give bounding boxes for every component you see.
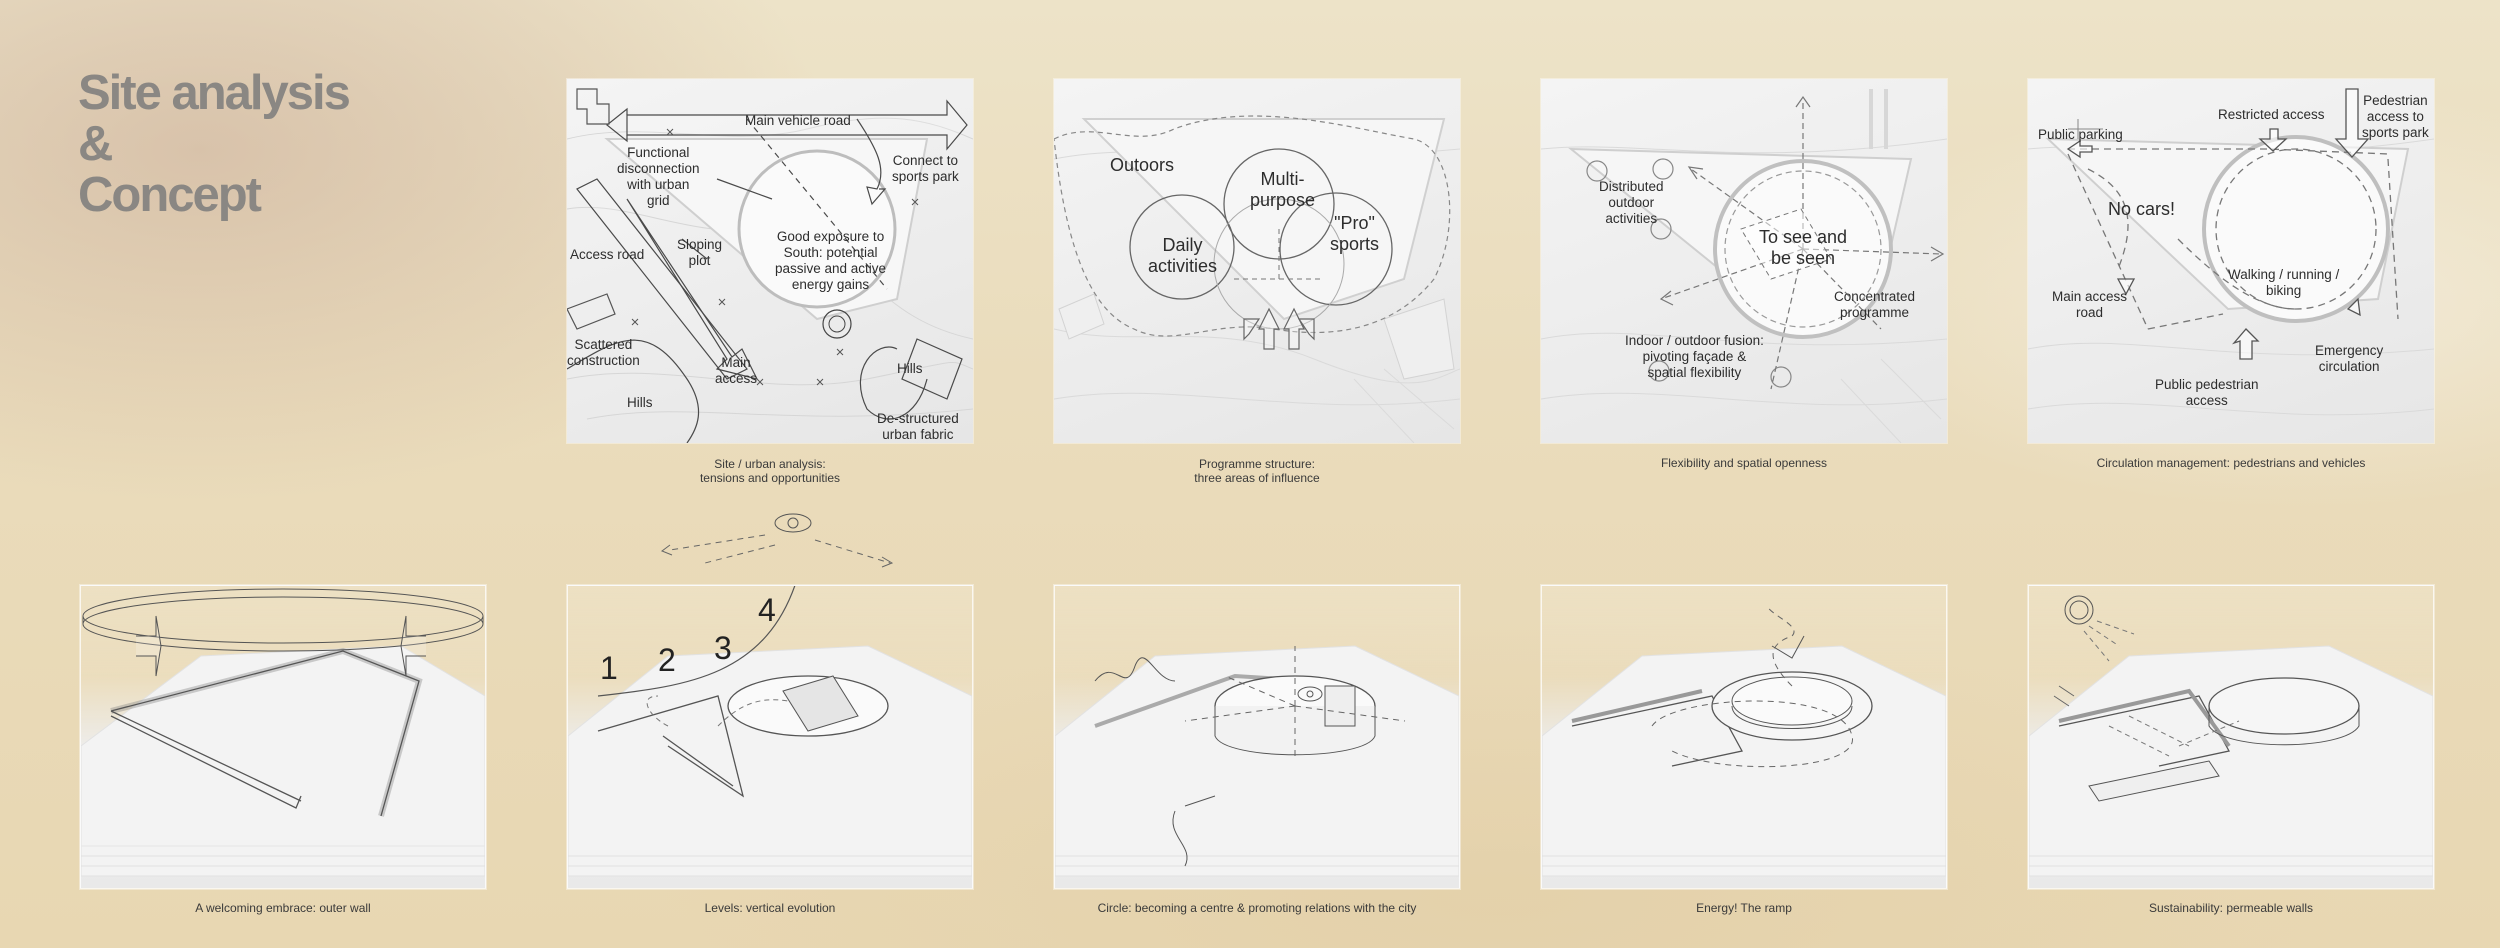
label-outoors: Outoors [1110, 155, 1175, 175]
label-public-parking: Public parking [2038, 127, 2123, 142]
axo-outer-wall-panel [80, 585, 486, 889]
flexibility-diagram [1541, 79, 1947, 443]
caption-circle: Circle: becoming a centre & promoting relations with the city [1097, 901, 1417, 915]
caption-levels: Levels: vertical evolution [704, 901, 836, 915]
level-number-4: 4 [758, 592, 776, 628]
caption-circulation: Circulation management: pedestrians and vehicles [2096, 456, 2366, 470]
eye-viewpoint-sketch [650, 505, 900, 585]
label-scattered-construction: Scattered construction [567, 337, 640, 368]
axo-ramp-panel [1541, 585, 1947, 889]
label-functional-disconnection: Functional disconnection with urban grid [617, 145, 700, 208]
caption-programme-structure: Programme structure: three areas of influence [1194, 457, 1320, 485]
label-emergency-circulation: Emergency circulation [2315, 343, 2384, 374]
label-main-access: Main access [715, 355, 758, 386]
title-line-3: Concept [78, 168, 260, 222]
label-no-cars: No cars! [2108, 199, 2176, 219]
axo-circle-panel [1054, 585, 1460, 889]
label-multi-purpose: Multi- purpose [1250, 169, 1316, 210]
caption-permeable-walls: Sustainability: permeable walls [2148, 901, 2314, 915]
axo-circle-diagram [1055, 586, 1459, 888]
label-good-exposure: Good exposure to South: potential passive and active energy gains [775, 229, 887, 292]
label-sloping-plot: Sloping plot [677, 237, 723, 268]
programme-structure-diagram [1054, 79, 1460, 443]
label-see-and-be-seen: To see and be seen [1759, 227, 1848, 268]
title-line-2: & [78, 117, 112, 171]
axo-levels-panel [567, 585, 973, 889]
label-pedestrian-access-sports: Pedestrian access to sports park [2362, 93, 2429, 140]
axo-permeable-walls-panel [2028, 585, 2434, 889]
label-daily-activities: Daily activities [1148, 235, 1218, 276]
label-main-access-road: Main access road [2052, 289, 2128, 320]
level-number-2: 2 [658, 642, 676, 678]
caption-ramp: Energy! The ramp [1696, 901, 1792, 915]
circulation-panel [2028, 79, 2434, 443]
caption-outer-wall: A welcoming embrace: outer wall [195, 901, 371, 915]
label-indoor-outdoor-fusion: Indoor / outdoor fusion: pivoting façade & spatial flexibility [1625, 333, 1764, 380]
label-main-vehicle-road: Main vehicle road [745, 113, 851, 128]
label-access-road: Access road [570, 247, 645, 262]
level-number-1: 1 [600, 650, 618, 686]
level-number-3: 3 [714, 630, 732, 666]
caption-flexibility: Flexibility and spatial openness [1660, 456, 1828, 470]
page-title [78, 68, 498, 221]
label-restricted-access: Restricted access [2218, 107, 2325, 122]
label-destructured-fabric: De-structured urban fabric [877, 411, 959, 442]
label-walking-running-biking: Walking / running / biking [2228, 267, 2340, 298]
label-hills-left: Hills [627, 395, 653, 410]
flexibility-panel [1541, 79, 1947, 443]
title-line-1: Site analysis [78, 66, 349, 120]
label-hills-right: Hills [897, 361, 923, 376]
axo-outer-wall-diagram [81, 586, 485, 888]
axo-permeable-walls-diagram [2029, 586, 2433, 888]
label-concentrated-programme: Concentrated programme [1834, 289, 1916, 320]
label-public-pedestrian-access: Public pedestrian access [2155, 377, 2259, 408]
site-analysis-panel [567, 79, 973, 443]
axo-ramp-diagram [1542, 586, 1946, 888]
caption-site-analysis: Site / urban analysis: tensions and opportunities [699, 457, 841, 485]
axo-levels-diagram [568, 586, 972, 888]
label-pro-sports: "Pro" sports [1330, 213, 1380, 254]
label-connect-sports-park: Connect to sports park [892, 153, 959, 184]
programme-structure-panel [1054, 79, 1460, 443]
label-distributed-outdoor: Distributed outdoor activities [1599, 179, 1664, 226]
